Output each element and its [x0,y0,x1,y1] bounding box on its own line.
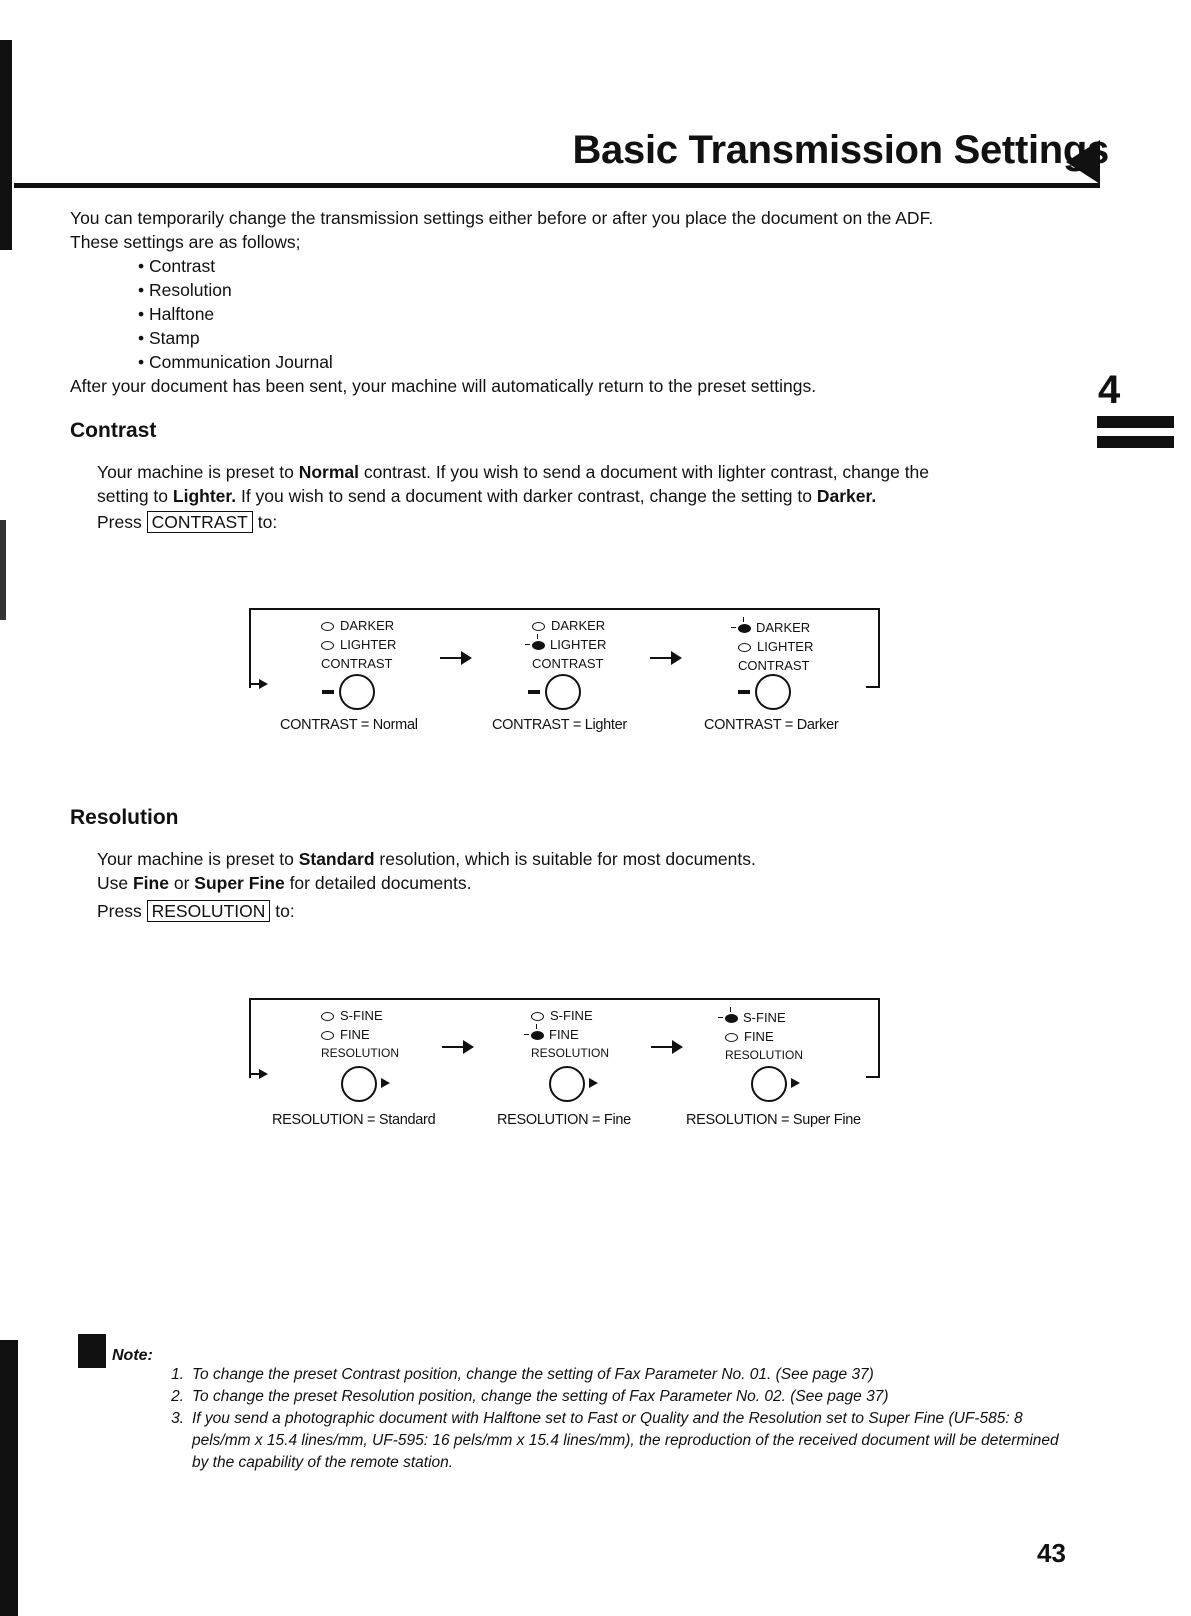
scan-edge-bottom [0,1340,18,1616]
resolution-press-line [97,899,1087,923]
led-label: S-FINE [743,1010,786,1025]
resolution-key: RESOLUTION [147,900,271,922]
list-item [160,1364,1070,1386]
panel-label: RESOLUTION [321,1046,400,1060]
led-on-icon [725,1014,738,1023]
led-on-icon [738,624,751,633]
resolution-caption-superfine: RESOLUTION = Super Fine [686,1112,861,1128]
led-label: LIGHTER [340,637,397,652]
led-on-icon [532,641,545,650]
note-text: If you send a photographic document with Halftone set to Fast or Quality and the Resolution set to Super Fine (UF-585: 8 pels/mm x 15.4 lines/mm, UF-595: 16 pels/mm x 15.4 lines/mm), the reproduction of the received document will be determined by the capability of the remote station. [192,1410,1059,1471]
text: to: [257,512,278,532]
resolution-button-icon [341,1066,377,1102]
text: Press [97,512,142,532]
note-label: Note: [112,1347,153,1364]
title-arrow-icon [1066,140,1100,184]
list-item: • Resolution [138,280,232,300]
led-label: FINE [549,1027,579,1042]
resolution-button-pointer-icon [791,1078,800,1088]
panel-label: RESOLUTION [725,1048,804,1062]
scan-edge-top [0,40,12,250]
contrast-panel-darker [738,618,928,675]
bullet-list [70,254,1080,374]
led-label: LIGHTER [757,639,814,654]
panel-row [738,637,928,656]
list-item [160,1386,1070,1408]
led-label: FINE [744,1029,774,1044]
led-off-icon [532,622,545,631]
panel-label: CONTRAST [321,656,393,671]
resolution-caption-standard: RESOLUTION = Standard [272,1112,436,1128]
led-label: S-FINE [340,1008,383,1023]
contrast-line-2 [97,484,1087,508]
list-item: • Communication Journal [138,352,333,372]
led-label: DARKER [756,620,811,635]
panel-row [321,635,511,654]
list-item [160,1408,1070,1474]
page-number: 43 [1037,1538,1066,1568]
resolution-panel-standard [321,1006,511,1063]
resolution-button-pointer-icon [589,1078,598,1088]
panel-row [321,1025,511,1044]
contrast-button-icon [545,674,581,710]
led-label: DARKER [551,618,606,633]
resolution-paragraph [97,847,1087,923]
intro-line-2: These settings are as follows; [70,232,301,252]
text: If you wish to send a document with darker contrast, change the setting to [236,486,817,506]
text: Your machine is preset to [97,462,299,482]
text: resolution, which is suitable for most documents. [374,849,756,869]
list-item: • Halftone [138,304,215,324]
intro-line-1: You can temporarily change the transmission settings either before or after you place the document on the ADF. [70,208,934,228]
resolution-panel-superfine [725,1008,915,1065]
flow-arrow-icon [651,1046,681,1048]
emphasis: Darker. [816,486,877,506]
text: setting to [97,486,173,506]
panel-row [725,1027,915,1046]
contrast-button-icon [755,674,791,710]
led-label: FINE [340,1027,370,1042]
text: or [168,873,195,893]
panel-label: CONTRAST [738,658,810,673]
contrast-button-tick [528,690,540,694]
panel-row [738,618,928,637]
led-off-icon [321,1031,334,1040]
led-on-icon [531,1031,544,1040]
resolution-line-2 [97,871,1087,895]
note-number: 3. [171,1410,184,1427]
led-off-icon [321,622,334,631]
resolution-heading: Resolution [70,806,179,829]
emphasis: Normal [298,462,359,482]
resolution-button-icon [549,1066,585,1102]
text: contrast. If you wish to send a document with lighter contrast, change the [358,462,930,482]
panel-row [531,1025,721,1044]
resolution-panel-fine [531,1006,721,1063]
flow-arrow-icon [650,657,680,659]
panel-row [532,635,722,654]
led-off-icon [725,1033,738,1042]
intro-after: After your document has been sent, your machine will automatically return to the preset settings. [70,376,817,396]
list-item: • Contrast [138,256,216,276]
panel-label: RESOLUTION [531,1046,610,1060]
resolution-caption-fine: RESOLUTION = Fine [497,1112,631,1128]
contrast-panel-lighter [532,616,722,673]
resolution-button-icon [751,1066,787,1102]
contrast-frame-foot [866,686,878,688]
led-off-icon [321,1012,334,1021]
note-number: 1. [171,1366,184,1383]
contrast-paragraph [97,460,1087,534]
led-off-icon [321,641,334,650]
contrast-line-1 [97,460,1087,484]
contrast-caption-normal: CONTRAST = Normal [280,717,418,733]
panel-label: CONTRAST [532,656,604,671]
note-number: 2. [171,1388,184,1405]
text: to: [275,901,295,921]
note-text: To change the preset Contrast position, change the setting of Fax Parameter No. 01. (See page 37) [192,1366,874,1383]
text: for detailed documents. [284,873,472,893]
contrast-button-icon [339,674,375,710]
chapter-number: 4 [1098,368,1121,412]
panel-row [532,616,722,635]
note-text: To change the preset Resolution position, change the setting of Fax Parameter No. 02. (See page 37) [192,1388,889,1405]
scan-edge-speck [0,520,6,620]
resolution-frame-foot [866,1076,878,1078]
contrast-panel-normal [321,616,511,673]
flow-arrow-icon [440,657,470,659]
list-item: • Stamp [138,328,200,348]
led-label: DARKER [340,618,395,633]
resolution-loop-stub [249,1073,261,1075]
emphasis: Super Fine [194,873,285,893]
contrast-heading: Contrast [70,419,157,442]
emphasis: Fine [132,873,169,893]
chapter-bar-1 [1097,416,1174,428]
note-list [160,1364,1070,1474]
contrast-caption-darker: CONTRAST = Darker [704,717,839,733]
panel-row [725,1008,915,1027]
panel-row [321,616,511,635]
chapter-bar-2 [1097,436,1174,448]
intro [70,206,1080,398]
panel-row [321,1006,511,1025]
contrast-key: CONTRAST [147,511,253,533]
title-rule [14,183,1100,188]
contrast-press-line [97,510,1087,534]
note-icon [78,1334,106,1368]
text: Your machine is preset to [97,849,299,869]
contrast-button-tick [738,690,750,694]
page-title: Basic Transmission Settings [572,128,1109,172]
led-label: LIGHTER [550,637,607,652]
text: Use [97,873,133,893]
resolution-button-pointer-icon [381,1078,390,1088]
emphasis: Standard [298,849,375,869]
contrast-loop-stub [249,683,261,685]
flow-arrow-icon [442,1046,472,1048]
resolution-line-1 [97,847,1087,871]
emphasis: Lighter. [172,486,237,506]
led-off-icon [738,643,751,652]
led-label: S-FINE [550,1008,593,1023]
panel-row [531,1006,721,1025]
contrast-caption-lighter: CONTRAST = Lighter [492,717,627,733]
contrast-button-tick [322,690,334,694]
led-off-icon [531,1012,544,1021]
text: Press [97,901,142,921]
